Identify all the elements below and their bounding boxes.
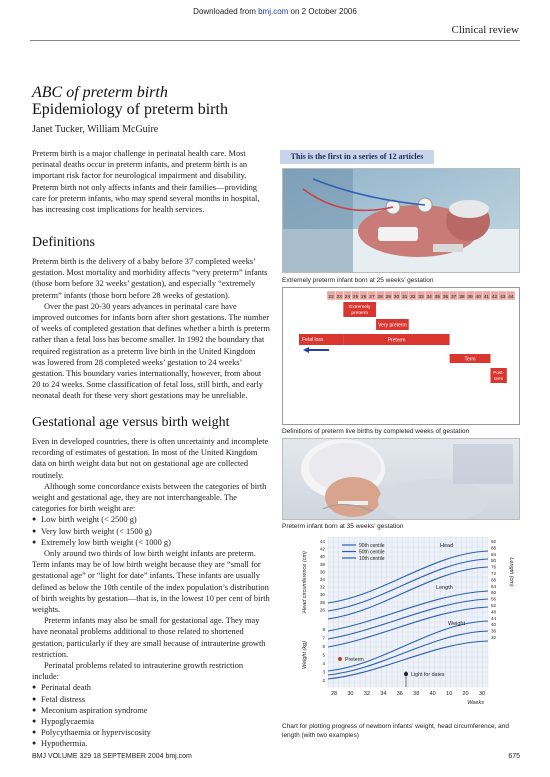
head-tick-label: 28 [319, 599, 325, 605]
weight-tick-label: 5 [322, 652, 325, 658]
length-tick-label: 80 [491, 558, 497, 564]
week-label: 37 [451, 294, 457, 300]
length-tick-label: 48 [491, 609, 497, 615]
fetal-loss-label: Fetal loss [302, 337, 324, 343]
bar-label: Post- [493, 370, 505, 375]
incubator-photo-illustration [283, 169, 520, 273]
head-tick-label: 26 [319, 607, 325, 613]
week-label: 38 [459, 294, 465, 300]
photo1-caption: Extremely preterm infant born at 25 weeks’ gestation [282, 277, 434, 284]
week-label: 26 [361, 294, 367, 300]
head-tick-label: 32 [319, 584, 325, 590]
preterm-infant-photo-35-weeks [282, 438, 520, 520]
weight-tick-label: 6 [322, 644, 325, 649]
length-tick-label: 84 [491, 551, 497, 557]
weight-axis-title: Weight (kg) [302, 640, 308, 670]
list-item: ● Hypothermia. [32, 738, 270, 749]
length-tick-label: 32 [491, 635, 497, 640]
weight-tick-label: 3 [322, 669, 325, 675]
list-item: ● Very low birth weight (< 1500 g) [32, 526, 270, 537]
weight-curve-label: Weight [448, 621, 466, 627]
bmj-link[interactable]: bmj.com [258, 7, 289, 16]
week-label: 30 [393, 294, 400, 300]
section-label: Clinical review [451, 24, 519, 36]
length-tick-label: 92 [491, 539, 497, 544]
week-label: 44 [508, 294, 514, 300]
intro-paragraph: Preterm birth is a major challenge in perinatal health care. Most perinatal deaths occur in preterm infants, and preterm birth is an important risk factor for neurological impairment and disability. Preterm birth not only affects infants and their families—providing care for preterm infants, who may spend several months in hospital, has increasing cost implications for health services. [32, 149, 260, 215]
length-tick-label: 64 [491, 583, 497, 589]
head-axis-title: Head circumference (cm) [302, 551, 308, 613]
week-label: 35 [434, 294, 441, 300]
weight-tick-label: 7 [322, 635, 325, 641]
week-label: 40 [475, 294, 481, 300]
infant-photo-illustration [283, 439, 520, 520]
length-tick-label: 88 [491, 545, 497, 551]
length-axis-title: Length (cm) [508, 557, 514, 587]
x-tick-label: 10 [446, 691, 453, 697]
page-footer [32, 753, 520, 760]
week-label: 34 [426, 294, 432, 300]
length-tick-label: 44 [491, 615, 497, 621]
list-item: ● Hypoglycaemia [32, 716, 270, 727]
gestation-definitions-diagram [282, 287, 520, 425]
bar-label: term [494, 376, 504, 381]
length-tick-label: 76 [491, 564, 497, 570]
series-title: ABC of preterm birth [32, 84, 168, 101]
preterm-marker [338, 657, 342, 661]
x-tick-label: 30 [347, 691, 354, 697]
week-label: 36 [442, 294, 449, 300]
head-tick-label: 42 [319, 546, 325, 552]
legend-label: 10th centile [359, 556, 385, 562]
head-tick-label: 34 [319, 577, 325, 582]
x-tick-label: 40 [429, 691, 436, 697]
head-tick-label: 44 [319, 539, 325, 544]
photo2-caption: Preterm infant born at 35 weeks’ gestation [282, 523, 404, 530]
list-item: ● Polycythaemia or hyperviscosity [32, 727, 270, 738]
legend-label: 50th centile [359, 549, 385, 556]
download-notice: Downloaded from bmj.com on 2 October 2006 [193, 7, 357, 16]
growth-problems-list [32, 682, 270, 749]
length-tick-label: 72 [491, 571, 497, 576]
header-rule [30, 40, 520, 41]
x-tick-label: 34 [380, 691, 387, 697]
x-tick-label: 30 [478, 691, 486, 697]
list-item: ● Meconium aspiration syndrome [32, 705, 270, 716]
bar-label: Term [464, 356, 476, 363]
gestational-text: Even in developed countries, there is often uncertainty and incomplete recording of estimates of gestation. In most of the United Kingdom data on birth weight data but not on gestational age are collected routinely. Although some concordance exists between the categories of birth weight and gestational age, they are not interchangeable. The categories for birth weight are: ● Low birth weight (< 2500 g) ● Very low birth weight (< 1500 g) ● Extremely low birth weight (< 1000 g) Only around two thirds of low birth weight infants are preterm. Term infants may be of low birth weight because they are “small for gestational age” or “light for date” infants. These infants are usually defined as below the 10th centile of the index population’s distribution of birth weights by gestation—that is, in the lowest 10 per cent of birth weights. Preterm infants may also be small for gestational age. They may have neonatal problems additional to those related to shortened gestation, particularly if they are small because of intrauterine growth restriction. Perinatal problems related to intrauterine growth restriction include: ● Perinatal death ● Fetal distress ● Meconium aspiration syndrome ● Hypoglycaemia ● Polycythaemia or hyperviscosity ● Hypothermia. [32, 436, 270, 750]
weight-tick-label: 8 [322, 627, 325, 632]
list-item: ● Low birth weight (< 2500 g) [32, 514, 270, 525]
gestational-heading: Gestational age versus birth weight [32, 415, 230, 430]
head-curve-label: Head [440, 543, 454, 549]
week-label: 23 [336, 294, 342, 300]
week-label: 42 [491, 294, 498, 300]
growth-chart-svg [282, 533, 520, 723]
bar-label: Preterm [387, 337, 406, 344]
week-label: 28 [377, 294, 383, 300]
page-number: 675 [508, 753, 520, 760]
head-tick-label: 30 [319, 592, 325, 598]
preterm-label: Preterm [345, 657, 364, 663]
length-tick-label: 52 [491, 603, 497, 608]
growth-chart [282, 533, 520, 723]
list-item: ● Perinatal death [32, 682, 270, 693]
head-tick-label: 40 [319, 554, 325, 560]
fetal-loss-arrowhead [303, 347, 309, 353]
weight-categories-list [32, 514, 270, 548]
week-label: 27 [369, 294, 375, 300]
diagram-caption: Definitions of preterm live births by completed weeks of gestation [282, 428, 470, 435]
authors: Janet Tucker, William McGuire [32, 124, 159, 135]
length-tick-label: 68 [491, 577, 497, 583]
week-label: 43 [500, 294, 506, 300]
length-tick-label: 56 [491, 596, 497, 602]
week-label: 29 [385, 294, 391, 300]
bar-label: Extremely [349, 305, 371, 310]
x-tick-label: 36 [396, 691, 403, 697]
week-label: 24 [344, 294, 351, 300]
growth-chart-caption: Chart for plotting progress of newborn infants’ weight, head circumference, and length (with two examples) [282, 723, 510, 739]
length-tick-label: 40 [491, 622, 497, 628]
length-curve-label: Length [436, 585, 453, 591]
article-title: Epidemiology of preterm birth [32, 101, 228, 118]
week-label: 39 [467, 294, 473, 300]
definitions-heading: Definitions [32, 235, 95, 250]
bar-label: Very preterm [378, 322, 407, 329]
week-label: 31 [401, 294, 408, 300]
weight-tick-label: 4 [322, 661, 325, 666]
week-label: 25 [352, 294, 359, 300]
light-for-dates-label: Light for dates [411, 672, 445, 678]
head-tick-label: 38 [319, 561, 325, 567]
list-item: ● Extremely low birth weight (< 1000 g) [32, 537, 270, 548]
weeks-diagram-svg [283, 288, 519, 424]
x-tick-label: 38 [413, 691, 420, 697]
x-axis-label: Weeks [467, 700, 484, 706]
legend-label: 90th centile [359, 543, 385, 549]
week-label: 32 [410, 294, 416, 300]
week-label: 41 [483, 294, 490, 300]
x-tick-label: 20 [462, 691, 469, 697]
x-tick-label: 28 [330, 691, 338, 697]
bar-label: preterm [351, 311, 368, 316]
preterm-infant-photo-25-weeks [282, 168, 520, 273]
head-tick-label: 36 [319, 569, 325, 575]
week-label: 33 [418, 294, 424, 300]
length-tick-label: 60 [491, 590, 497, 596]
series-box: This is the first in a series of 12 articles [280, 150, 434, 164]
journal-info: BMJ VOLUME 329 18 SEPTEMBER 2004 bmj.com [32, 753, 192, 760]
weight-tick-label: 2 [322, 678, 325, 683]
week-label: 22 [328, 294, 334, 300]
definitions-text: Preterm birth is the delivery of a baby before 37 completed weeks’ gestation. Most mortality and morbidity affects “very preterm” infants (those born before 32 weeks’ gestation), and especially “extremely preterm” infants (those born before 28 weeks of gestation). Over the past 20-30 years advances in perinatal care have improved outcomes for infants born after short gestations. The number of weeks of completed gestation that defines whether a birth is preterm rather than a fetal loss has become smaller. In 1992 the boundary that required registration as a preterm live birth in the United Kingdom was lowered from 28 completed weeks’ gestation to 24 weeks’ gestation. This boundary varies internationally, however, from about 20 to 24 weeks. Some classification of fetal loss, still birth, and early neonatal death for these very short gestations may be unreliable. [32, 257, 270, 401]
x-tick-label: 32 [363, 691, 370, 697]
length-tick-label: 36 [491, 628, 497, 634]
list-item: ● Fetal distress [32, 694, 270, 705]
